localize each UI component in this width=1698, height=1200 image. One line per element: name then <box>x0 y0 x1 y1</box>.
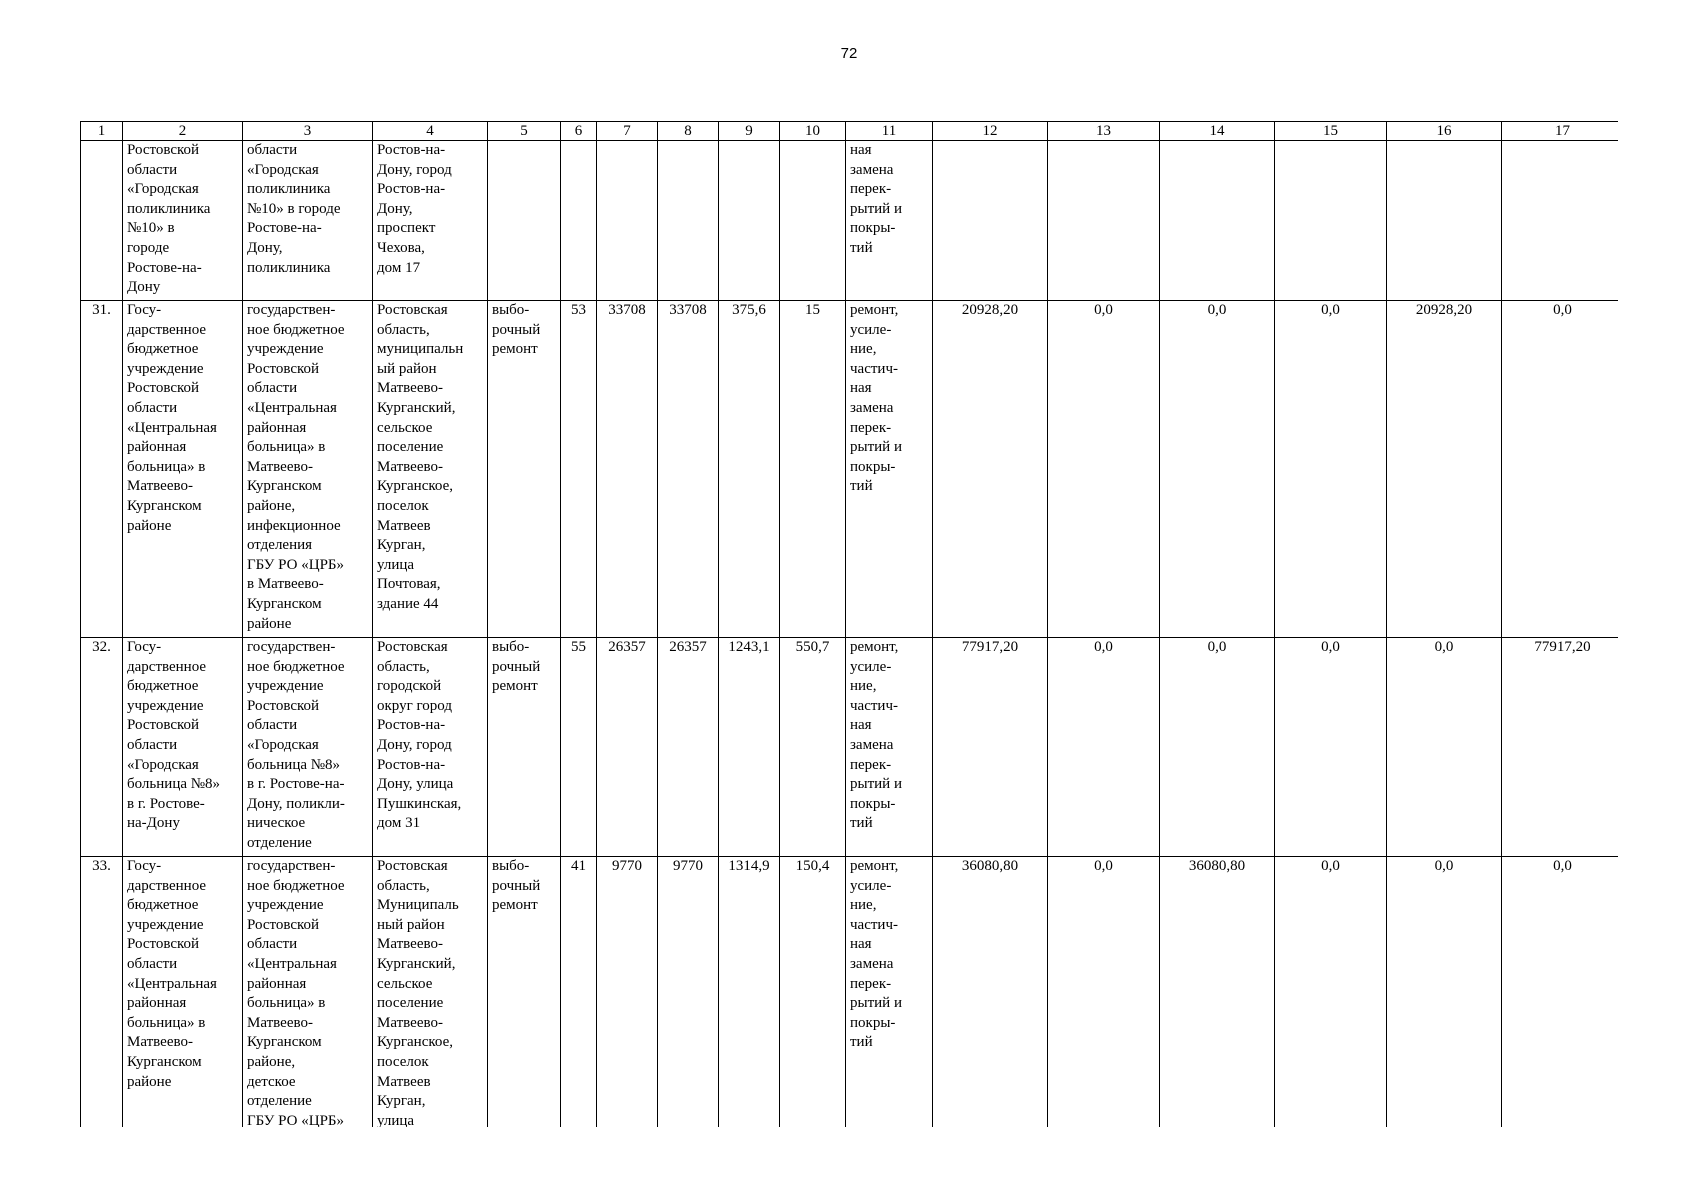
address-cell: Ростовская область, муниципальн ый район Матвеево- Курганский, сельское поселение Матвеево- Курганское, поселок Матвеев Курган, улица Почтовая, здание 44 <box>373 301 488 638</box>
value-cell <box>780 141 846 301</box>
column-header: 7 <box>597 122 658 141</box>
value-cell <box>597 141 658 301</box>
document-table-container <box>80 121 1618 1127</box>
repair-type-cell: выбо- рочный ремонт <box>488 857 561 1128</box>
institution-cell: Госу- дарственное бюджетное учреждение Ростовской области «Городская больница №8» в г. Ростове- на-Дону <box>123 638 243 857</box>
table-row <box>81 301 1619 638</box>
row-number-cell: 31. <box>81 301 123 638</box>
value-cell <box>658 141 719 301</box>
row-number-cell: 33. <box>81 857 123 1128</box>
table-header-row <box>81 122 1619 141</box>
amount-cell: 0,0 <box>1048 301 1160 638</box>
institution-cell: Госу- дарственное бюджетное учреждение Ростовской области «Центральная районная больница» в Матвеево- Курганском районе <box>123 857 243 1128</box>
value-cell: 1243,1 <box>719 638 780 857</box>
value-cell <box>719 141 780 301</box>
row-number-cell: 32. <box>81 638 123 857</box>
row-number-cell <box>81 141 123 301</box>
amount-cell <box>1275 141 1387 301</box>
column-header: 17 <box>1502 122 1619 141</box>
column-header: 2 <box>123 122 243 141</box>
amount-cell: 0,0 <box>1275 857 1387 1128</box>
amount-cell: 0,0 <box>1160 638 1275 857</box>
address-cell: Ростовская область, городской округ город Ростов-на- Дону, город Ростов-на- Дону, улица Пушкинская, дом 31 <box>373 638 488 857</box>
column-header: 4 <box>373 122 488 141</box>
work-description-cell: ремонт, усиле- ние, частич- ная замена перек- рытий и покры- тий <box>846 638 933 857</box>
amount-cell: 36080,80 <box>933 857 1048 1128</box>
value-cell: 550,7 <box>780 638 846 857</box>
column-header: 12 <box>933 122 1048 141</box>
amount-cell: 77917,20 <box>1502 638 1619 857</box>
amount-cell <box>1160 141 1275 301</box>
table-row <box>81 857 1619 1128</box>
repair-type-cell: выбо- рочный ремонт <box>488 638 561 857</box>
work-description-cell: ная замена перек- рытий и покры- тий <box>846 141 933 301</box>
column-header: 13 <box>1048 122 1160 141</box>
value-cell: 9770 <box>597 857 658 1128</box>
address-cell: Ростовская область, Муниципаль ный район Матвеево- Курганский, сельское поселение Матвеево- Курганское, поселок Матвеев Курган, улица <box>373 857 488 1128</box>
column-header: 6 <box>561 122 597 141</box>
repair-type-cell <box>488 141 561 301</box>
amount-cell: 0,0 <box>1387 638 1502 857</box>
document-table <box>80 121 1618 1127</box>
value-cell: 41 <box>561 857 597 1128</box>
column-header: 9 <box>719 122 780 141</box>
amount-cell: 0,0 <box>1160 301 1275 638</box>
object-name-cell: государствен- ное бюджетное учреждение Ростовской области «Центральная районная больница» в Матвеево- Курганском районе, инфекционное отделения ГБУ РО «ЦРБ» в Матвеево- Курганском районе <box>243 301 373 638</box>
column-header: 1 <box>81 122 123 141</box>
value-cell: 26357 <box>658 638 719 857</box>
amount-cell: 0,0 <box>1502 301 1619 638</box>
amount-cell <box>1048 141 1160 301</box>
amount-cell <box>1502 141 1619 301</box>
amount-cell: 0,0 <box>1048 638 1160 857</box>
value-cell: 15 <box>780 301 846 638</box>
institution-cell: Ростовской области «Городская поликлиника №10» в городе Ростове-на- Дону <box>123 141 243 301</box>
amount-cell: 20928,20 <box>1387 301 1502 638</box>
amount-cell: 0,0 <box>1387 857 1502 1128</box>
value-cell: 9770 <box>658 857 719 1128</box>
object-name-cell: области «Городская поликлиника №10» в городе Ростове-на- Дону, поликлиника <box>243 141 373 301</box>
amount-cell <box>1387 141 1502 301</box>
amount-cell <box>933 141 1048 301</box>
value-cell: 1314,9 <box>719 857 780 1128</box>
value-cell <box>561 141 597 301</box>
value-cell: 150,4 <box>780 857 846 1128</box>
page-number: 72 <box>840 45 858 62</box>
value-cell: 26357 <box>597 638 658 857</box>
column-header: 3 <box>243 122 373 141</box>
work-description-cell: ремонт, усиле- ние, частич- ная замена перек- рытий и покры- тий <box>846 301 933 638</box>
amount-cell: 77917,20 <box>933 638 1048 857</box>
work-description-cell: ремонт, усиле- ние, частич- ная замена перек- рытий и покры- тий <box>846 857 933 1128</box>
value-cell: 33708 <box>658 301 719 638</box>
value-cell: 375,6 <box>719 301 780 638</box>
column-header: 14 <box>1160 122 1275 141</box>
amount-cell: 0,0 <box>1502 857 1619 1128</box>
object-name-cell: государствен- ное бюджетное учреждение Ростовской области «Центральная районная больница» в Матвеево- Курганском районе, детское отделение ГБУ РО «ЦРБ» <box>243 857 373 1128</box>
amount-cell: 36080,80 <box>1160 857 1275 1128</box>
column-header: 11 <box>846 122 933 141</box>
column-header: 10 <box>780 122 846 141</box>
table-row <box>81 141 1619 301</box>
column-header: 8 <box>658 122 719 141</box>
value-cell: 53 <box>561 301 597 638</box>
amount-cell: 0,0 <box>1048 857 1160 1128</box>
column-header: 16 <box>1387 122 1502 141</box>
address-cell: Ростов-на- Дону, город Ростов-на- Дону, проспект Чехова, дом 17 <box>373 141 488 301</box>
institution-cell: Госу- дарственное бюджетное учреждение Ростовской области «Центральная районная больница» в Матвеево- Курганском районе <box>123 301 243 638</box>
repair-type-cell: выбо- рочный ремонт <box>488 301 561 638</box>
column-header: 5 <box>488 122 561 141</box>
value-cell: 55 <box>561 638 597 857</box>
value-cell: 33708 <box>597 301 658 638</box>
amount-cell: 0,0 <box>1275 301 1387 638</box>
object-name-cell: государствен- ное бюджетное учреждение Ростовской области «Городская больница №8» в г. Ростове-на- Дону, поликли- ническое отделение <box>243 638 373 857</box>
table-row <box>81 638 1619 857</box>
column-header: 15 <box>1275 122 1387 141</box>
amount-cell: 0,0 <box>1275 638 1387 857</box>
amount-cell: 20928,20 <box>933 301 1048 638</box>
